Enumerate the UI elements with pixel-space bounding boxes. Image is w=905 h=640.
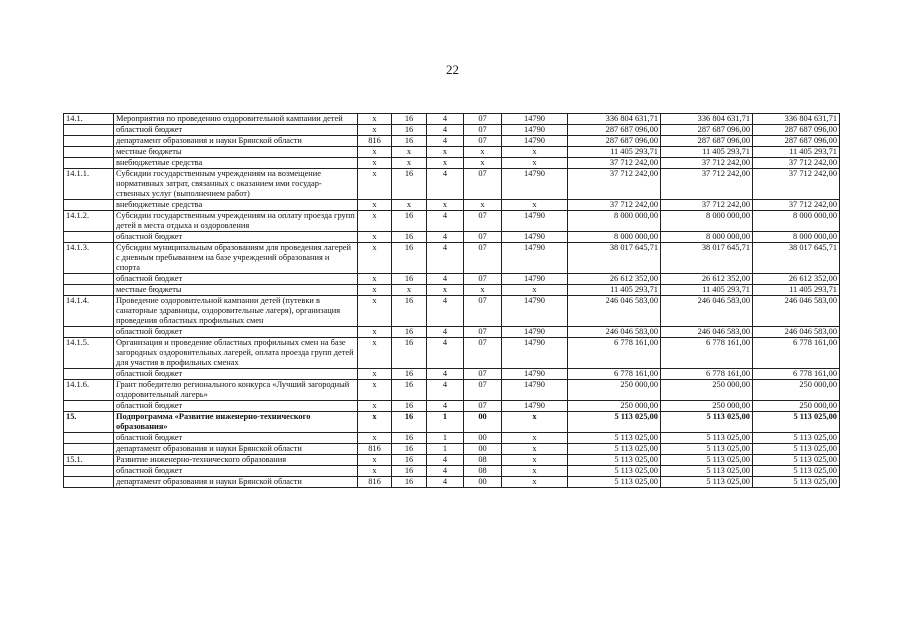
- amount-col-2: 336 804 631,71: [661, 114, 753, 125]
- code-subprogram: 4: [427, 477, 464, 488]
- amount-col-3: 5 113 025,00: [753, 444, 840, 455]
- row-name: внебюджетные средства: [114, 158, 358, 169]
- table-row: [64, 477, 840, 488]
- code-main-event: 07: [464, 274, 502, 285]
- row-name: Проведение оздоровительной кампании детей (путевки в санаторные здравницы, оздоровительные лагеря), организация проведения областных профильных смен: [114, 296, 358, 327]
- table-row: [64, 211, 840, 232]
- row-number: [64, 147, 114, 158]
- amount-col-3: 37 712 242,00: [753, 200, 840, 211]
- amount-col-3: 8 000 000,00: [753, 211, 840, 232]
- code-grbs: х: [358, 147, 392, 158]
- row-name: Развитие инженерно-технического образования: [114, 455, 358, 466]
- code-subprogram: х: [427, 147, 464, 158]
- code-program: 16: [392, 412, 427, 433]
- code-program: 16: [392, 232, 427, 243]
- amount-col-1: 11 405 293,71: [568, 285, 661, 296]
- code-program: 16: [392, 455, 427, 466]
- amount-col-3: 6 778 161,00: [753, 369, 840, 380]
- amount-col-1: 287 687 096,00: [568, 125, 661, 136]
- amount-col-1: 37 712 242,00: [568, 200, 661, 211]
- table-row: [64, 114, 840, 125]
- amount-col-1: 5 113 025,00: [568, 455, 661, 466]
- code-main-event: х: [464, 147, 502, 158]
- code-main-event: 07: [464, 243, 502, 274]
- row-number: 14.1.5.: [64, 338, 114, 369]
- code-program: 16: [392, 125, 427, 136]
- table-row: [64, 125, 840, 136]
- code-program: 16: [392, 338, 427, 369]
- code-program: 16: [392, 477, 427, 488]
- code-program: 16: [392, 380, 427, 401]
- code-direction: х: [502, 158, 568, 169]
- amount-col-1: 5 113 025,00: [568, 412, 661, 433]
- amount-col-1: 246 046 583,00: [568, 296, 661, 327]
- amount-col-1: 250 000,00: [568, 380, 661, 401]
- code-subprogram: 1: [427, 433, 464, 444]
- amount-col-1: 5 113 025,00: [568, 477, 661, 488]
- table-row: [64, 338, 840, 369]
- code-subprogram: 4: [427, 466, 464, 477]
- amount-col-1: 26 612 352,00: [568, 274, 661, 285]
- row-number: 14.1.1.: [64, 169, 114, 200]
- row-number: [64, 125, 114, 136]
- code-subprogram: 4: [427, 136, 464, 147]
- code-subprogram: 4: [427, 169, 464, 200]
- row-number: [64, 136, 114, 147]
- amount-col-1: 246 046 583,00: [568, 327, 661, 338]
- amount-col-3: 26 612 352,00: [753, 274, 840, 285]
- code-grbs: х: [358, 380, 392, 401]
- code-direction: х: [502, 466, 568, 477]
- code-subprogram: 4: [427, 455, 464, 466]
- amount-col-2: 38 017 645,71: [661, 243, 753, 274]
- row-name: внебюджетные средства: [114, 200, 358, 211]
- amount-col-1: 336 804 631,71: [568, 114, 661, 125]
- code-grbs: х: [358, 169, 392, 200]
- code-grbs: х: [358, 125, 392, 136]
- code-main-event: 07: [464, 327, 502, 338]
- table-row: [64, 147, 840, 158]
- code-subprogram: 1: [427, 444, 464, 455]
- code-grbs: х: [358, 433, 392, 444]
- code-subprogram: 4: [427, 401, 464, 412]
- row-number: 14.1.2.: [64, 211, 114, 232]
- amount-col-2: 11 405 293,71: [661, 147, 753, 158]
- amount-col-1: 5 113 025,00: [568, 466, 661, 477]
- amount-col-3: 336 804 631,71: [753, 114, 840, 125]
- amount-col-1: 250 000,00: [568, 401, 661, 412]
- amount-col-1: 8 000 000,00: [568, 232, 661, 243]
- code-direction: 14790: [502, 338, 568, 369]
- code-main-event: 07: [464, 169, 502, 200]
- code-grbs: х: [358, 285, 392, 296]
- code-direction: 14790: [502, 380, 568, 401]
- table-row: [64, 200, 840, 211]
- code-main-event: 07: [464, 211, 502, 232]
- budget-table: [63, 113, 840, 488]
- code-grbs: х: [358, 412, 392, 433]
- row-name: департамент образования и науки Брянской области: [114, 136, 358, 147]
- row-number: [64, 433, 114, 444]
- code-subprogram: х: [427, 200, 464, 211]
- table-row: [64, 401, 840, 412]
- code-subprogram: 4: [427, 243, 464, 274]
- code-main-event: 07: [464, 232, 502, 243]
- code-main-event: 08: [464, 455, 502, 466]
- code-main-event: 00: [464, 444, 502, 455]
- code-grbs: х: [358, 232, 392, 243]
- code-grbs: х: [358, 211, 392, 232]
- code-grbs: х: [358, 455, 392, 466]
- amount-col-2: 250 000,00: [661, 401, 753, 412]
- row-name: Субсидии государственным учреждениям на возмещение нормативных затрат, связанных с оказанием ими государ-ственных услуг (выполнением работ): [114, 169, 358, 200]
- code-program: 16: [392, 169, 427, 200]
- amount-col-3: 5 113 025,00: [753, 412, 840, 433]
- code-main-event: 07: [464, 114, 502, 125]
- code-main-event: 07: [464, 369, 502, 380]
- row-number: [64, 369, 114, 380]
- row-number: 14.1.6.: [64, 380, 114, 401]
- code-program: 16: [392, 433, 427, 444]
- code-main-event: 07: [464, 125, 502, 136]
- table-row: [64, 243, 840, 274]
- table-row: [64, 296, 840, 327]
- code-direction: 14790: [502, 327, 568, 338]
- amount-col-1: 37 712 242,00: [568, 158, 661, 169]
- table-row: [64, 169, 840, 200]
- amount-col-2: 37 712 242,00: [661, 158, 753, 169]
- code-grbs: 816: [358, 444, 392, 455]
- code-program: 16: [392, 114, 427, 125]
- table-row: [64, 274, 840, 285]
- code-direction: х: [502, 285, 568, 296]
- row-name: областной бюджет: [114, 369, 358, 380]
- code-program: 16: [392, 211, 427, 232]
- row-name: Организация и проведение областных профильных смен на базе загородных оздоровительных лагерей, оплата проезда групп детей для участия в профильных сменах: [114, 338, 358, 369]
- amount-col-2: 5 113 025,00: [661, 444, 753, 455]
- row-number: 15.1.: [64, 455, 114, 466]
- code-program: 16: [392, 466, 427, 477]
- amount-col-3: 38 017 645,71: [753, 243, 840, 274]
- code-direction: х: [502, 477, 568, 488]
- row-name: областной бюджет: [114, 232, 358, 243]
- table-row: [64, 412, 840, 433]
- amount-col-2: 6 778 161,00: [661, 338, 753, 369]
- row-number: 14.1.3.: [64, 243, 114, 274]
- amount-col-3: 5 113 025,00: [753, 466, 840, 477]
- amount-col-3: 11 405 293,71: [753, 285, 840, 296]
- amount-col-1: 6 778 161,00: [568, 369, 661, 380]
- amount-col-2: 5 113 025,00: [661, 466, 753, 477]
- code-subprogram: 4: [427, 380, 464, 401]
- amount-col-1: 287 687 096,00: [568, 136, 661, 147]
- code-grbs: х: [358, 274, 392, 285]
- amount-col-2: 5 113 025,00: [661, 412, 753, 433]
- amount-col-3: 37 712 242,00: [753, 169, 840, 200]
- row-number: [64, 477, 114, 488]
- amount-col-3: 37 712 242,00: [753, 158, 840, 169]
- code-main-event: 07: [464, 136, 502, 147]
- table-row: [64, 433, 840, 444]
- code-subprogram: 4: [427, 369, 464, 380]
- amount-col-1: 6 778 161,00: [568, 338, 661, 369]
- code-program: х: [392, 200, 427, 211]
- code-main-event: 00: [464, 477, 502, 488]
- code-subprogram: 4: [427, 211, 464, 232]
- code-grbs: х: [358, 243, 392, 274]
- code-subprogram: 4: [427, 338, 464, 369]
- row-name: местные бюджеты: [114, 147, 358, 158]
- code-grbs: х: [358, 296, 392, 327]
- amount-col-2: 5 113 025,00: [661, 477, 753, 488]
- amount-col-2: 5 113 025,00: [661, 455, 753, 466]
- amount-col-3: 8 000 000,00: [753, 232, 840, 243]
- table-row: [64, 232, 840, 243]
- amount-col-3: 250 000,00: [753, 380, 840, 401]
- row-number: [64, 466, 114, 477]
- amount-col-1: 38 017 645,71: [568, 243, 661, 274]
- table-row: [64, 327, 840, 338]
- table-row: [64, 369, 840, 380]
- code-program: 16: [392, 136, 427, 147]
- code-program: х: [392, 147, 427, 158]
- row-name: областной бюджет: [114, 125, 358, 136]
- amount-col-2: 5 113 025,00: [661, 433, 753, 444]
- row-number: [64, 158, 114, 169]
- row-name: Грант победителю регионального конкурса «Лучший загородный оздоровительный лагерь»: [114, 380, 358, 401]
- row-name: областной бюджет: [114, 466, 358, 477]
- row-name: Субсидии государственным учреждениям на оплату проезда групп детей в места отдыха и оздоровления: [114, 211, 358, 232]
- code-grbs: х: [358, 200, 392, 211]
- amount-col-3: 6 778 161,00: [753, 338, 840, 369]
- code-subprogram: 4: [427, 114, 464, 125]
- amount-col-3: 287 687 096,00: [753, 136, 840, 147]
- code-direction: 14790: [502, 125, 568, 136]
- amount-col-2: 37 712 242,00: [661, 200, 753, 211]
- amount-col-2: 11 405 293,71: [661, 285, 753, 296]
- code-subprogram: 4: [427, 274, 464, 285]
- amount-col-2: 287 687 096,00: [661, 136, 753, 147]
- code-subprogram: 4: [427, 232, 464, 243]
- code-grbs: х: [358, 338, 392, 369]
- code-main-event: 07: [464, 380, 502, 401]
- code-direction: 14790: [502, 114, 568, 125]
- row-name: Субсидии муниципальным образованиям для проведения лагерей с дневным пребыванием на базе учреждений образования и спорта: [114, 243, 358, 274]
- code-direction: 14790: [502, 274, 568, 285]
- table-row: [64, 285, 840, 296]
- amount-col-3: 5 113 025,00: [753, 433, 840, 444]
- code-direction: х: [502, 200, 568, 211]
- code-direction: 14790: [502, 169, 568, 200]
- code-program: 16: [392, 243, 427, 274]
- amount-col-2: 250 000,00: [661, 380, 753, 401]
- amount-col-2: 26 612 352,00: [661, 274, 753, 285]
- amount-col-2: 246 046 583,00: [661, 327, 753, 338]
- row-name: областной бюджет: [114, 327, 358, 338]
- code-direction: х: [502, 444, 568, 455]
- code-direction: 14790: [502, 369, 568, 380]
- amount-col-2: 287 687 096,00: [661, 125, 753, 136]
- row-name: департамент образования и науки Брянской области: [114, 444, 358, 455]
- code-grbs: 816: [358, 136, 392, 147]
- row-number: [64, 274, 114, 285]
- code-main-event: 07: [464, 296, 502, 327]
- code-direction: 14790: [502, 401, 568, 412]
- amount-col-1: 37 712 242,00: [568, 169, 661, 200]
- row-number: [64, 444, 114, 455]
- code-main-event: 07: [464, 401, 502, 412]
- row-name: местные бюджеты: [114, 285, 358, 296]
- amount-col-2: 8 000 000,00: [661, 211, 753, 232]
- row-name: Подпрограмма «Развитие инженерно-технического образования»: [114, 412, 358, 433]
- amount-col-1: 8 000 000,00: [568, 211, 661, 232]
- code-grbs: х: [358, 158, 392, 169]
- code-direction: 14790: [502, 296, 568, 327]
- table-row: [64, 136, 840, 147]
- table-row: [64, 455, 840, 466]
- code-main-event: 07: [464, 338, 502, 369]
- code-grbs: 816: [358, 477, 392, 488]
- code-grbs: х: [358, 369, 392, 380]
- row-number: 14.1.4.: [64, 296, 114, 327]
- code-program: х: [392, 158, 427, 169]
- code-grbs: х: [358, 466, 392, 477]
- amount-col-1: 5 113 025,00: [568, 444, 661, 455]
- code-program: 16: [392, 274, 427, 285]
- amount-col-3: 287 687 096,00: [753, 125, 840, 136]
- code-subprogram: 1: [427, 412, 464, 433]
- row-number: [64, 200, 114, 211]
- row-name: областной бюджет: [114, 433, 358, 444]
- code-direction: х: [502, 412, 568, 433]
- row-number: [64, 401, 114, 412]
- code-main-event: 08: [464, 466, 502, 477]
- row-name: департамент образования и науки Брянской области: [114, 477, 358, 488]
- code-subprogram: х: [427, 158, 464, 169]
- code-program: 16: [392, 444, 427, 455]
- code-subprogram: 4: [427, 125, 464, 136]
- code-subprogram: 4: [427, 327, 464, 338]
- amount-col-2: 246 046 583,00: [661, 296, 753, 327]
- row-number: 15.: [64, 412, 114, 433]
- code-direction: 14790: [502, 243, 568, 274]
- code-grbs: х: [358, 327, 392, 338]
- code-main-event: 00: [464, 433, 502, 444]
- amount-col-3: 246 046 583,00: [753, 327, 840, 338]
- row-number: [64, 327, 114, 338]
- row-number: [64, 232, 114, 243]
- code-program: 16: [392, 327, 427, 338]
- row-name: областной бюджет: [114, 274, 358, 285]
- row-number: [64, 285, 114, 296]
- code-grbs: х: [358, 114, 392, 125]
- table-row: [64, 444, 840, 455]
- code-grbs: х: [358, 401, 392, 412]
- row-name: Мероприятия по проведению оздоровительной кампании детей: [114, 114, 358, 125]
- amount-col-1: 11 405 293,71: [568, 147, 661, 158]
- code-subprogram: х: [427, 285, 464, 296]
- code-direction: х: [502, 455, 568, 466]
- amount-col-2: 37 712 242,00: [661, 169, 753, 200]
- page-number: 22: [446, 62, 459, 77]
- code-direction: 14790: [502, 211, 568, 232]
- amount-col-2: 6 778 161,00: [661, 369, 753, 380]
- code-subprogram: 4: [427, 296, 464, 327]
- table-row: [64, 158, 840, 169]
- code-program: 16: [392, 401, 427, 412]
- table-row: [64, 380, 840, 401]
- amount-col-3: 5 113 025,00: [753, 477, 840, 488]
- code-direction: х: [502, 147, 568, 158]
- amount-col-2: 8 000 000,00: [661, 232, 753, 243]
- code-direction: 14790: [502, 232, 568, 243]
- code-main-event: 00: [464, 412, 502, 433]
- row-number: 14.1.: [64, 114, 114, 125]
- amount-col-3: 5 113 025,00: [753, 455, 840, 466]
- code-direction: 14790: [502, 136, 568, 147]
- amount-col-1: 5 113 025,00: [568, 433, 661, 444]
- amount-col-3: 250 000,00: [753, 401, 840, 412]
- code-program: 16: [392, 369, 427, 380]
- table-row: [64, 466, 840, 477]
- code-program: х: [392, 285, 427, 296]
- code-main-event: х: [464, 158, 502, 169]
- code-direction: х: [502, 433, 568, 444]
- code-program: 16: [392, 296, 427, 327]
- code-main-event: х: [464, 200, 502, 211]
- amount-col-3: 246 046 583,00: [753, 296, 840, 327]
- amount-col-3: 11 405 293,71: [753, 147, 840, 158]
- code-main-event: х: [464, 285, 502, 296]
- row-name: областной бюджет: [114, 401, 358, 412]
